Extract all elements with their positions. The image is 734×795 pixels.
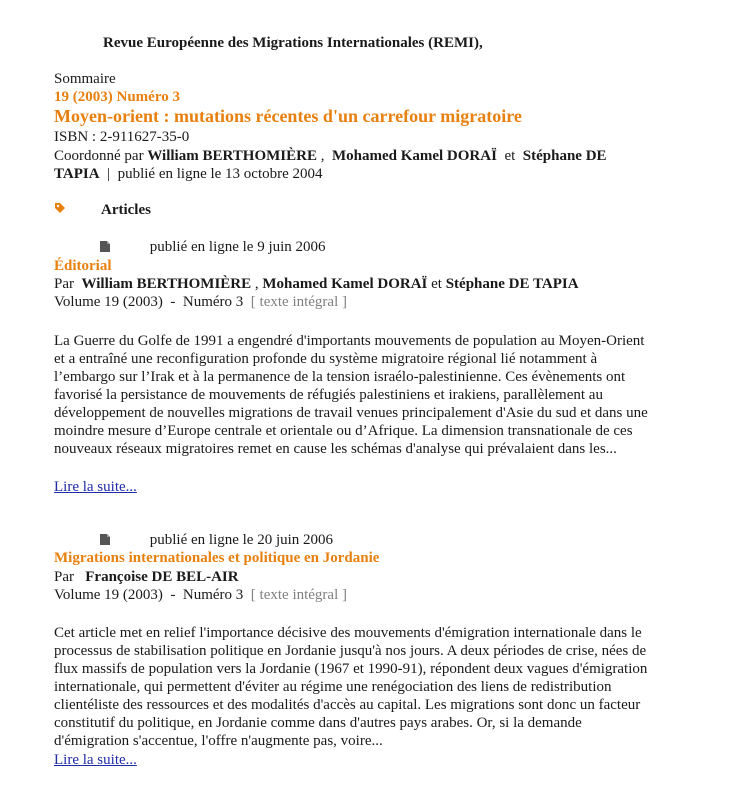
- published-text: publié en ligne le 9 juin 2006: [149, 239, 326, 255]
- article-published-date: [100, 239, 326, 256]
- issue-published-date: publié en ligne le 13 octobre 2004: [117, 166, 323, 182]
- separator: ,: [254, 276, 259, 292]
- section-title: Articles: [101, 202, 151, 218]
- author-name[interactable]: Stéphane DE TAPIA: [445, 276, 579, 292]
- fulltext-link[interactable]: [ texte intégral ]: [250, 294, 348, 310]
- read-more-link[interactable]: Lire la suite...: [54, 479, 137, 495]
- by-label: Par: [54, 276, 74, 292]
- article-title[interactable]: Migrations internationales et politique en Jordanie: [54, 550, 380, 566]
- numero-label: Numéro 3: [182, 294, 244, 310]
- volume-label: Volume 19 (2003): [54, 587, 163, 603]
- article-published-date: [100, 532, 333, 549]
- numero-label: Numéro 3: [182, 587, 244, 603]
- author-name[interactable]: Françoise DE BEL-AIR: [85, 569, 239, 585]
- read-more-link[interactable]: Lire la suite...: [54, 752, 137, 768]
- and-label: et: [504, 148, 516, 164]
- coordinator-name[interactable]: William BERTHOMIÈRE: [147, 148, 317, 164]
- article-title[interactable]: Éditorial: [54, 258, 112, 274]
- sommaire-label: Sommaire: [54, 71, 116, 87]
- article-authors: [54, 276, 579, 293]
- issue-number: 19 (2003) Numéro 3: [54, 89, 180, 105]
- article-abstract: La Guerre du Golfe de 1991 a engendré d'importants mouvements de population au Moyen-Orient et a entraîné une reconfiguration profonde du système migratoire régional lié notamment à l’embargo sur l’Irak et à la permanence de la tension israélo-palestinienne. Ces évènements ont favorisé la persistance de mouvements de réfugiés palestiniens et irakiens, parallèlement au développement de nouvelles migrations de travail venues principalement d'Asie du sud et dans une moindre mesure d’Europe centrale et orientale ou d’Afrique. La dimension transnationale de ces nouveaux réseaux migratoires remet en cause les schémas d'analyse qui prévalaient dans les...: [54, 333, 648, 457]
- isbn: ISBN : 2-911627-35-0: [54, 129, 190, 145]
- separator: ,: [320, 148, 325, 164]
- issue-title: Moyen-orient : mutations récentes d'un carrefour migratoire: [54, 106, 522, 126]
- journal-title: Revue Européenne des Migrations Internationales (REMI),: [103, 35, 483, 51]
- article-authors: [54, 569, 239, 586]
- published-text: publié en ligne le 20 juin 2006: [149, 532, 334, 548]
- fulltext-link[interactable]: [ texte intégral ]: [250, 587, 348, 603]
- and-label: et: [431, 276, 442, 292]
- document-icon: [100, 533, 110, 545]
- article-volume-line: [54, 294, 347, 311]
- author-name[interactable]: William BERTHOMIÈRE: [81, 276, 252, 292]
- document-icon: [100, 240, 110, 252]
- article-volume-line: [54, 587, 347, 604]
- coordinators-line: [54, 147, 654, 183]
- section-articles: [54, 202, 151, 219]
- coordinator-name[interactable]: Stéphane DE TAPIA: [54, 148, 607, 182]
- by-label: Par: [54, 569, 74, 585]
- separator: -: [170, 294, 176, 310]
- article-abstract: Cet article met en relief l'importance décisive des mouvements d'émigration internationale dans le processus de stabilisation politique en Jordanie jusqu'à nos jours. A deux périodes de crise, nées de flux massifs de population vers la Jordanie (1967 et 1990-91), répondent deux vagues d'émigration internationale, qui permettent d'éviter au régime une renégociation des liens de redistribution clientéliste des ressources et des modalités d'accès au capital. Les migrations sont donc un facteur constitutif du politique, en Jordanie comme dans d'autres pays arabes. Or, si la demande d'émigration s'accentue, l'offre n'augmente pas, voire...: [54, 625, 648, 749]
- separator: -: [170, 587, 176, 603]
- volume-label: Volume 19 (2003): [54, 294, 163, 310]
- tag-icon: [54, 202, 65, 213]
- author-name[interactable]: Mohamed Kamel DORAÏ: [262, 276, 428, 292]
- separator: |: [107, 166, 111, 182]
- coordinator-name[interactable]: Mohamed Kamel DORAÏ: [331, 148, 497, 164]
- coordinated-by-label: Coordonné par: [54, 148, 144, 164]
